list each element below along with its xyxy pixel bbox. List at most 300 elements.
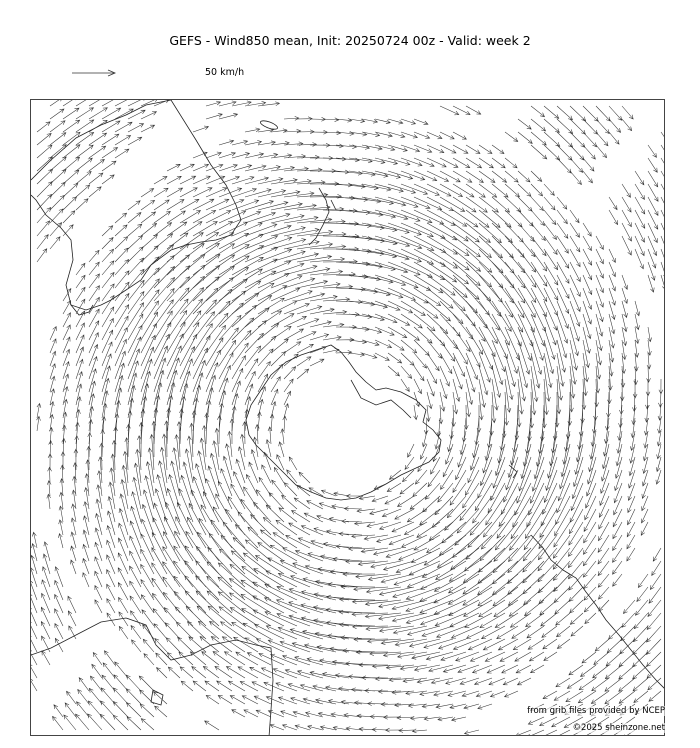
wind-vector-arrow bbox=[61, 452, 65, 470]
wind-vector-arrow bbox=[311, 540, 336, 548]
wind-vector-arrow bbox=[412, 729, 427, 733]
wind-vector-arrow bbox=[59, 520, 63, 535]
wind-vector-arrow bbox=[219, 378, 228, 405]
wind-vector-arrow bbox=[584, 587, 596, 600]
wind-vector-arrow bbox=[513, 639, 531, 650]
wind-vector-arrow bbox=[581, 665, 597, 677]
wind-vector-arrow bbox=[131, 611, 142, 626]
wind-vector-arrow bbox=[71, 504, 76, 522]
wind-vector-arrow bbox=[596, 249, 603, 264]
wind-vector-arrow bbox=[540, 600, 557, 615]
wind-vector-arrow bbox=[428, 470, 440, 487]
wind-vector-arrow bbox=[466, 340, 480, 367]
wind-vector-arrow bbox=[101, 701, 116, 717]
wind-vector-arrow bbox=[531, 197, 544, 211]
wind-vector-arrow bbox=[102, 134, 119, 145]
wind-vector-arrow bbox=[41, 622, 50, 640]
wind-vector-arrow bbox=[381, 574, 414, 583]
wind-vector-arrow bbox=[206, 152, 221, 158]
wind-vector-arrow bbox=[414, 366, 424, 381]
wind-vector-arrow bbox=[599, 509, 609, 529]
wind-vector-arrow bbox=[453, 275, 479, 300]
wind-vector-arrow bbox=[67, 691, 77, 704]
wind-vector-arrow bbox=[284, 253, 319, 262]
wind-vector-arrow bbox=[154, 211, 170, 223]
wind-vector-arrow bbox=[308, 725, 323, 730]
wind-vector-arrow bbox=[213, 652, 232, 666]
wind-vector-arrow bbox=[493, 574, 519, 595]
wind-vector-arrow bbox=[174, 546, 193, 574]
wind-vector-arrow bbox=[304, 513, 323, 522]
wind-vector-arrow bbox=[245, 212, 275, 223]
wind-vector-arrow bbox=[478, 704, 492, 709]
wind-vector-arrow bbox=[367, 522, 388, 528]
wind-vector-arrow bbox=[262, 465, 271, 483]
wind-vector-arrow bbox=[570, 210, 579, 223]
wind-vector-arrow bbox=[113, 715, 128, 730]
wind-vector-arrow bbox=[95, 571, 102, 587]
wind-vector-arrow bbox=[157, 668, 168, 679]
wind-vector-arrow bbox=[494, 535, 518, 561]
wind-vector-arrow bbox=[555, 392, 559, 427]
wind-vector-arrow bbox=[166, 638, 180, 652]
wind-vector-arrow bbox=[627, 548, 635, 561]
wind-vector-arrow bbox=[107, 584, 115, 600]
wind-vector-arrow bbox=[63, 120, 80, 132]
wind-vector-arrow bbox=[167, 188, 183, 197]
wind-vector-arrow bbox=[297, 255, 332, 262]
wind-vector-arrow bbox=[284, 379, 293, 392]
wind-vector-arrow bbox=[97, 471, 102, 496]
wind-vector-arrow bbox=[37, 416, 41, 431]
wind-vector-arrow bbox=[468, 639, 492, 650]
wind-vector-arrow bbox=[635, 184, 645, 200]
wind-vector-arrow bbox=[379, 600, 414, 608]
wind-vector-arrow bbox=[557, 314, 568, 343]
wind-vector-arrow bbox=[219, 315, 241, 340]
wind-vector-arrow bbox=[142, 504, 154, 535]
wind-vector-arrow bbox=[76, 714, 90, 730]
wind-vector-arrow bbox=[569, 522, 583, 545]
wind-vector-arrow bbox=[299, 472, 310, 483]
wind-vector-arrow bbox=[375, 171, 400, 179]
wind-vector-arrow bbox=[598, 574, 609, 587]
wind-vector-arrow bbox=[523, 535, 544, 561]
wind-vector-arrow bbox=[570, 158, 583, 172]
wind-vector-arrow bbox=[232, 406, 236, 431]
wind-vector-arrow bbox=[531, 262, 547, 286]
wind-vector-arrow bbox=[130, 521, 141, 548]
wind-vector-arrow bbox=[154, 223, 172, 236]
wind-vector-arrow bbox=[587, 457, 596, 484]
wind-vector-arrow bbox=[395, 703, 414, 707]
wind-vector-arrow bbox=[642, 470, 648, 486]
wind-vector-arrow bbox=[292, 511, 311, 523]
wind-vector-arrow bbox=[310, 671, 336, 678]
wind-vector-arrow bbox=[341, 700, 362, 704]
wind-vector-arrow bbox=[232, 381, 241, 405]
wind-vector-arrow bbox=[375, 677, 401, 681]
wind-vector-arrow bbox=[492, 210, 511, 227]
wind-vector-arrow bbox=[634, 366, 638, 385]
wind-vector-arrow bbox=[357, 509, 375, 513]
wind-vector-arrow bbox=[37, 145, 52, 158]
wind-vector-arrow bbox=[657, 444, 661, 459]
wind-vector-arrow bbox=[584, 522, 596, 543]
wind-vector-arrow bbox=[50, 223, 62, 236]
wind-vector-arrow bbox=[518, 366, 526, 401]
wind-vector-arrow bbox=[203, 666, 219, 678]
wind-vector-arrow bbox=[219, 256, 249, 275]
wind-vector-arrow bbox=[196, 591, 219, 613]
wind-vector-arrow bbox=[219, 188, 242, 197]
wind-vector-arrow bbox=[479, 158, 493, 168]
wind-vector-arrow bbox=[89, 133, 107, 145]
wind-vector-arrow bbox=[310, 270, 343, 275]
wind-vector-arrow bbox=[570, 613, 583, 624]
wind-vector-arrow bbox=[233, 538, 258, 562]
wind-vector-arrow bbox=[557, 197, 567, 209]
coastline-weddell-shelf bbox=[351, 380, 411, 418]
wind-vector-arrow bbox=[179, 409, 183, 444]
wind-vector-arrow bbox=[607, 639, 622, 653]
wind-vector-arrow bbox=[210, 621, 233, 639]
wind-vector-arrow bbox=[531, 184, 543, 196]
wind-vector-arrow bbox=[246, 475, 258, 497]
wind-vector-arrow bbox=[440, 210, 467, 226]
wind-vector-arrow bbox=[388, 327, 407, 338]
wind-vector-arrow bbox=[352, 600, 388, 604]
wind-vector-arrow bbox=[569, 665, 583, 675]
wind-vector-arrow bbox=[254, 696, 271, 704]
wind-vector-arrow bbox=[232, 622, 258, 639]
wind-vector-arrow bbox=[58, 534, 63, 548]
wind-vector-arrow bbox=[648, 327, 652, 342]
wind-vector-arrow bbox=[627, 535, 635, 549]
wind-vector-arrow bbox=[336, 674, 363, 679]
wind-vector-arrow bbox=[193, 288, 218, 314]
wind-vector-arrow bbox=[466, 249, 492, 272]
wind-vector-arrow bbox=[255, 425, 259, 445]
wind-vector-arrow bbox=[313, 685, 336, 691]
wind-vector-arrow bbox=[392, 613, 427, 622]
wind-vector-arrow bbox=[271, 377, 280, 392]
wind-vector-arrow bbox=[37, 182, 52, 197]
wind-vector-arrow bbox=[31, 593, 37, 613]
wind-vector-arrow bbox=[531, 366, 538, 402]
wind-vector-arrow bbox=[89, 100, 107, 106]
wind-vector-arrow bbox=[196, 576, 219, 600]
coastline-antarctica bbox=[246, 345, 441, 500]
wind-vector-arrow bbox=[661, 132, 665, 145]
wind-vector-arrow bbox=[479, 197, 498, 212]
wind-vector-arrow bbox=[408, 444, 415, 457]
wind-vector-arrow bbox=[553, 535, 570, 558]
wind-vector-arrow bbox=[607, 379, 611, 404]
wind-vector-arrow bbox=[118, 538, 128, 561]
island-south-georgia bbox=[260, 119, 279, 131]
wind-vector-arrow bbox=[336, 312, 359, 316]
wind-vector-arrow bbox=[206, 113, 222, 119]
wind-vector-arrow bbox=[185, 449, 193, 483]
wind-vector-arrow bbox=[76, 199, 88, 210]
wind-vector-arrow bbox=[647, 652, 662, 666]
wind-vector-arrow bbox=[427, 366, 437, 383]
wind-vector-arrow bbox=[88, 714, 102, 730]
wind-vector-arrow bbox=[230, 419, 234, 444]
wind-vector-arrow bbox=[566, 691, 583, 702]
wind-vector-arrow bbox=[250, 667, 271, 678]
wind-vector-arrow bbox=[635, 197, 645, 214]
wind-vector-arrow bbox=[453, 197, 476, 212]
wind-vector-arrow bbox=[180, 667, 193, 678]
wind-vector-arrow bbox=[115, 100, 134, 106]
wind-vector-arrow bbox=[232, 269, 262, 288]
wind-vector-arrow bbox=[456, 652, 479, 661]
wind-vector-arrow bbox=[427, 171, 449, 181]
wind-vector-arrow bbox=[621, 366, 625, 387]
wind-vector-arrow bbox=[284, 483, 297, 496]
wind-vector-arrow bbox=[502, 405, 506, 438]
wind-vector-arrow bbox=[453, 184, 474, 197]
wind-vector-arrow bbox=[31, 580, 37, 600]
wind-vector-arrow bbox=[466, 197, 487, 212]
wind-vector-arrow bbox=[93, 653, 102, 666]
wind-vector-arrow bbox=[426, 652, 453, 660]
wind-vector-arrow bbox=[518, 210, 533, 226]
wind-vector-arrow bbox=[63, 313, 71, 327]
wind-vector-arrow bbox=[155, 706, 167, 717]
wind-vector-arrow bbox=[406, 691, 427, 695]
wind-vector-arrow bbox=[407, 574, 440, 588]
wind-vector-arrow bbox=[76, 397, 81, 418]
wind-vector-arrow bbox=[356, 574, 388, 579]
wind-vector-arrow bbox=[518, 184, 531, 196]
wind-vector-arrow bbox=[437, 626, 466, 638]
wind-vector-arrow bbox=[258, 336, 276, 353]
wind-vector-arrow bbox=[50, 364, 56, 379]
wind-vector-arrow bbox=[401, 301, 425, 316]
wind-vector-arrow bbox=[232, 356, 246, 379]
wind-vector-arrow bbox=[37, 235, 48, 249]
wind-vector-arrow bbox=[193, 254, 220, 275]
wind-vector-arrow bbox=[544, 119, 559, 133]
wind-vector-arrow bbox=[177, 503, 193, 535]
wind-vector-arrow bbox=[90, 676, 102, 691]
wind-vector-arrow bbox=[609, 119, 621, 132]
wind-vector-arrow bbox=[544, 379, 549, 415]
wind-vector-arrow bbox=[505, 353, 516, 387]
wind-vector-arrow bbox=[440, 392, 445, 411]
wind-vector-arrow bbox=[89, 333, 98, 353]
wind-vector-arrow bbox=[613, 561, 623, 574]
wind-vector-arrow bbox=[326, 686, 349, 691]
wind-vector-arrow bbox=[414, 171, 437, 181]
wind-vector-arrow bbox=[232, 343, 248, 366]
wind-vector-arrow bbox=[121, 480, 128, 510]
wind-vector-arrow bbox=[388, 366, 400, 376]
wind-vector-arrow bbox=[505, 132, 518, 142]
wind-vector-arrow bbox=[158, 461, 167, 496]
wind-vector-arrow bbox=[515, 652, 531, 661]
wind-vector-arrow bbox=[89, 159, 104, 171]
wind-vector-arrow bbox=[438, 483, 453, 502]
wind-vector-arrow bbox=[154, 278, 175, 302]
wind-vector-arrow bbox=[235, 525, 258, 548]
wind-map[interactable] bbox=[30, 99, 665, 736]
wind-vector-arrow bbox=[465, 613, 492, 627]
wind-vector-arrow bbox=[162, 434, 167, 470]
wind-vector-arrow bbox=[418, 457, 427, 472]
wind-vector-arrow bbox=[205, 413, 209, 444]
wind-vector-arrow bbox=[439, 639, 466, 649]
wind-vector-arrow bbox=[31, 678, 37, 691]
wind-vector-arrow bbox=[191, 490, 206, 522]
wind-vector-arrow bbox=[219, 152, 235, 158]
wind-vector-arrow bbox=[466, 184, 485, 197]
wind-vector-arrow bbox=[221, 535, 245, 561]
wind-vector-arrow bbox=[622, 236, 631, 255]
wind-vector-arrow bbox=[365, 689, 388, 693]
wind-vector-arrow bbox=[128, 247, 143, 262]
wind-vector-arrow bbox=[452, 717, 466, 721]
wind-vector-arrow bbox=[283, 416, 287, 431]
wind-vector-arrow bbox=[479, 171, 495, 183]
wind-vector-arrow bbox=[401, 340, 417, 353]
wind-vector-arrow bbox=[628, 496, 635, 513]
wind-vector-arrow bbox=[429, 665, 453, 672]
wind-vector-arrow bbox=[323, 157, 346, 161]
wind-vector-arrow bbox=[414, 158, 434, 167]
wind-vector-arrow bbox=[284, 241, 319, 250]
wind-vector-arrow bbox=[557, 106, 573, 120]
wind-vector-arrow bbox=[245, 371, 255, 392]
wind-vector-arrow bbox=[543, 691, 557, 699]
wind-vector-arrow bbox=[384, 561, 415, 571]
wind-vector-arrow bbox=[392, 690, 414, 694]
wind-vector-arrow bbox=[339, 532, 362, 536]
wind-vector-arrow bbox=[245, 409, 249, 431]
wind-vector-arrow bbox=[297, 369, 309, 379]
wind-vector-arrow bbox=[251, 515, 271, 535]
wind-vector-arrow bbox=[623, 600, 635, 614]
wind-vector-arrow bbox=[596, 106, 610, 121]
wind-vector-arrow bbox=[362, 184, 391, 191]
wind-vector-arrow bbox=[516, 665, 531, 673]
wind-vector-arrow bbox=[410, 496, 427, 509]
wind-vector-arrow bbox=[128, 110, 145, 119]
wind-vector-arrow bbox=[622, 119, 632, 131]
wind-vector-arrow bbox=[297, 293, 325, 301]
wind-vector-arrow bbox=[388, 262, 420, 275]
wind-vector-arrow bbox=[310, 117, 325, 121]
wind-vector-arrow bbox=[126, 689, 141, 704]
wind-vector-arrow bbox=[193, 152, 207, 158]
wind-vector-arrow bbox=[154, 200, 169, 210]
wind-vector-arrow bbox=[635, 600, 648, 615]
wind-vector-arrow bbox=[619, 405, 623, 427]
wind-vector-arrow bbox=[641, 509, 648, 523]
wind-vector-arrow bbox=[115, 122, 132, 132]
wind-vector-arrow bbox=[423, 496, 441, 512]
wind-vector-arrow bbox=[134, 463, 141, 496]
wind-vector-arrow bbox=[478, 561, 505, 584]
wind-vector-arrow bbox=[258, 128, 274, 132]
wind-vector-arrow bbox=[518, 288, 535, 317]
wind-vector-arrow bbox=[427, 353, 439, 371]
wind-vector-arrow bbox=[107, 511, 115, 535]
wind-vector-arrow bbox=[622, 613, 635, 627]
wind-vector-arrow bbox=[388, 288, 416, 301]
wind-vector-arrow bbox=[557, 626, 571, 637]
wind-vector-arrow bbox=[218, 695, 232, 704]
wind-vector-arrow bbox=[594, 652, 609, 665]
wind-vector-arrow bbox=[258, 201, 288, 210]
wind-vector-arrow bbox=[258, 190, 286, 198]
wind-vector-arrow bbox=[165, 623, 180, 639]
wind-vector-arrow bbox=[557, 119, 573, 134]
wind-vector-arrow bbox=[128, 201, 140, 210]
wind-vector-arrow bbox=[245, 200, 273, 210]
wind-vector-arrow bbox=[141, 212, 156, 223]
wind-vector-arrow bbox=[174, 561, 193, 587]
wind-vector-arrow bbox=[167, 176, 181, 184]
wind-vector-arrow bbox=[453, 639, 479, 650]
wind-vector-arrow bbox=[89, 173, 103, 184]
wind-vector-arrow bbox=[528, 639, 544, 649]
wind-vector-arrow bbox=[427, 379, 434, 396]
wind-vector-arrow bbox=[579, 678, 596, 690]
wind-vector-arrow bbox=[415, 470, 427, 484]
wind-vector-arrow bbox=[632, 405, 636, 425]
wind-vector-arrow bbox=[451, 548, 479, 570]
wind-vector-arrow bbox=[102, 272, 114, 288]
wind-vector-arrow bbox=[102, 226, 113, 236]
wind-vector-arrow bbox=[295, 656, 323, 665]
wind-vector-arrow bbox=[294, 498, 310, 509]
legend-label: 50 km/h bbox=[205, 67, 245, 78]
wind-vector-arrow bbox=[180, 222, 202, 236]
wind-vector-arrow bbox=[362, 171, 388, 177]
wind-vector-arrow bbox=[440, 249, 469, 270]
wind-vector-arrow bbox=[443, 665, 466, 673]
wind-vector-arrow bbox=[633, 665, 648, 679]
wind-vector-arrow bbox=[582, 652, 596, 663]
wind-vector-arrow bbox=[596, 314, 603, 336]
wind-vector-arrow bbox=[493, 587, 518, 606]
wind-vector-arrow bbox=[71, 532, 76, 548]
wind-vector-arrow bbox=[295, 725, 310, 730]
wind-vector-arrow bbox=[598, 587, 609, 599]
wind-vector-arrow bbox=[379, 613, 414, 620]
wind-vector-arrow bbox=[531, 665, 545, 673]
wind-vector-arrow bbox=[190, 652, 206, 665]
wind-vector-arrow bbox=[621, 626, 635, 641]
wind-vector-arrow bbox=[297, 332, 316, 341]
wind-vector-arrow bbox=[89, 286, 100, 301]
wind-vector-arrow bbox=[277, 455, 284, 470]
wind-vector-arrow bbox=[193, 126, 209, 132]
wind-vector-arrow bbox=[217, 681, 232, 691]
wind-vector-arrow bbox=[76, 275, 85, 288]
wind-vector-arrow bbox=[297, 193, 328, 197]
wind-vector-arrow bbox=[389, 535, 414, 545]
wind-vector-arrow bbox=[479, 249, 503, 273]
wind-vector-arrow bbox=[108, 497, 115, 523]
wind-vector-arrow bbox=[570, 288, 580, 312]
wind-vector-arrow bbox=[175, 435, 180, 470]
wind-vector-arrow bbox=[219, 233, 249, 249]
